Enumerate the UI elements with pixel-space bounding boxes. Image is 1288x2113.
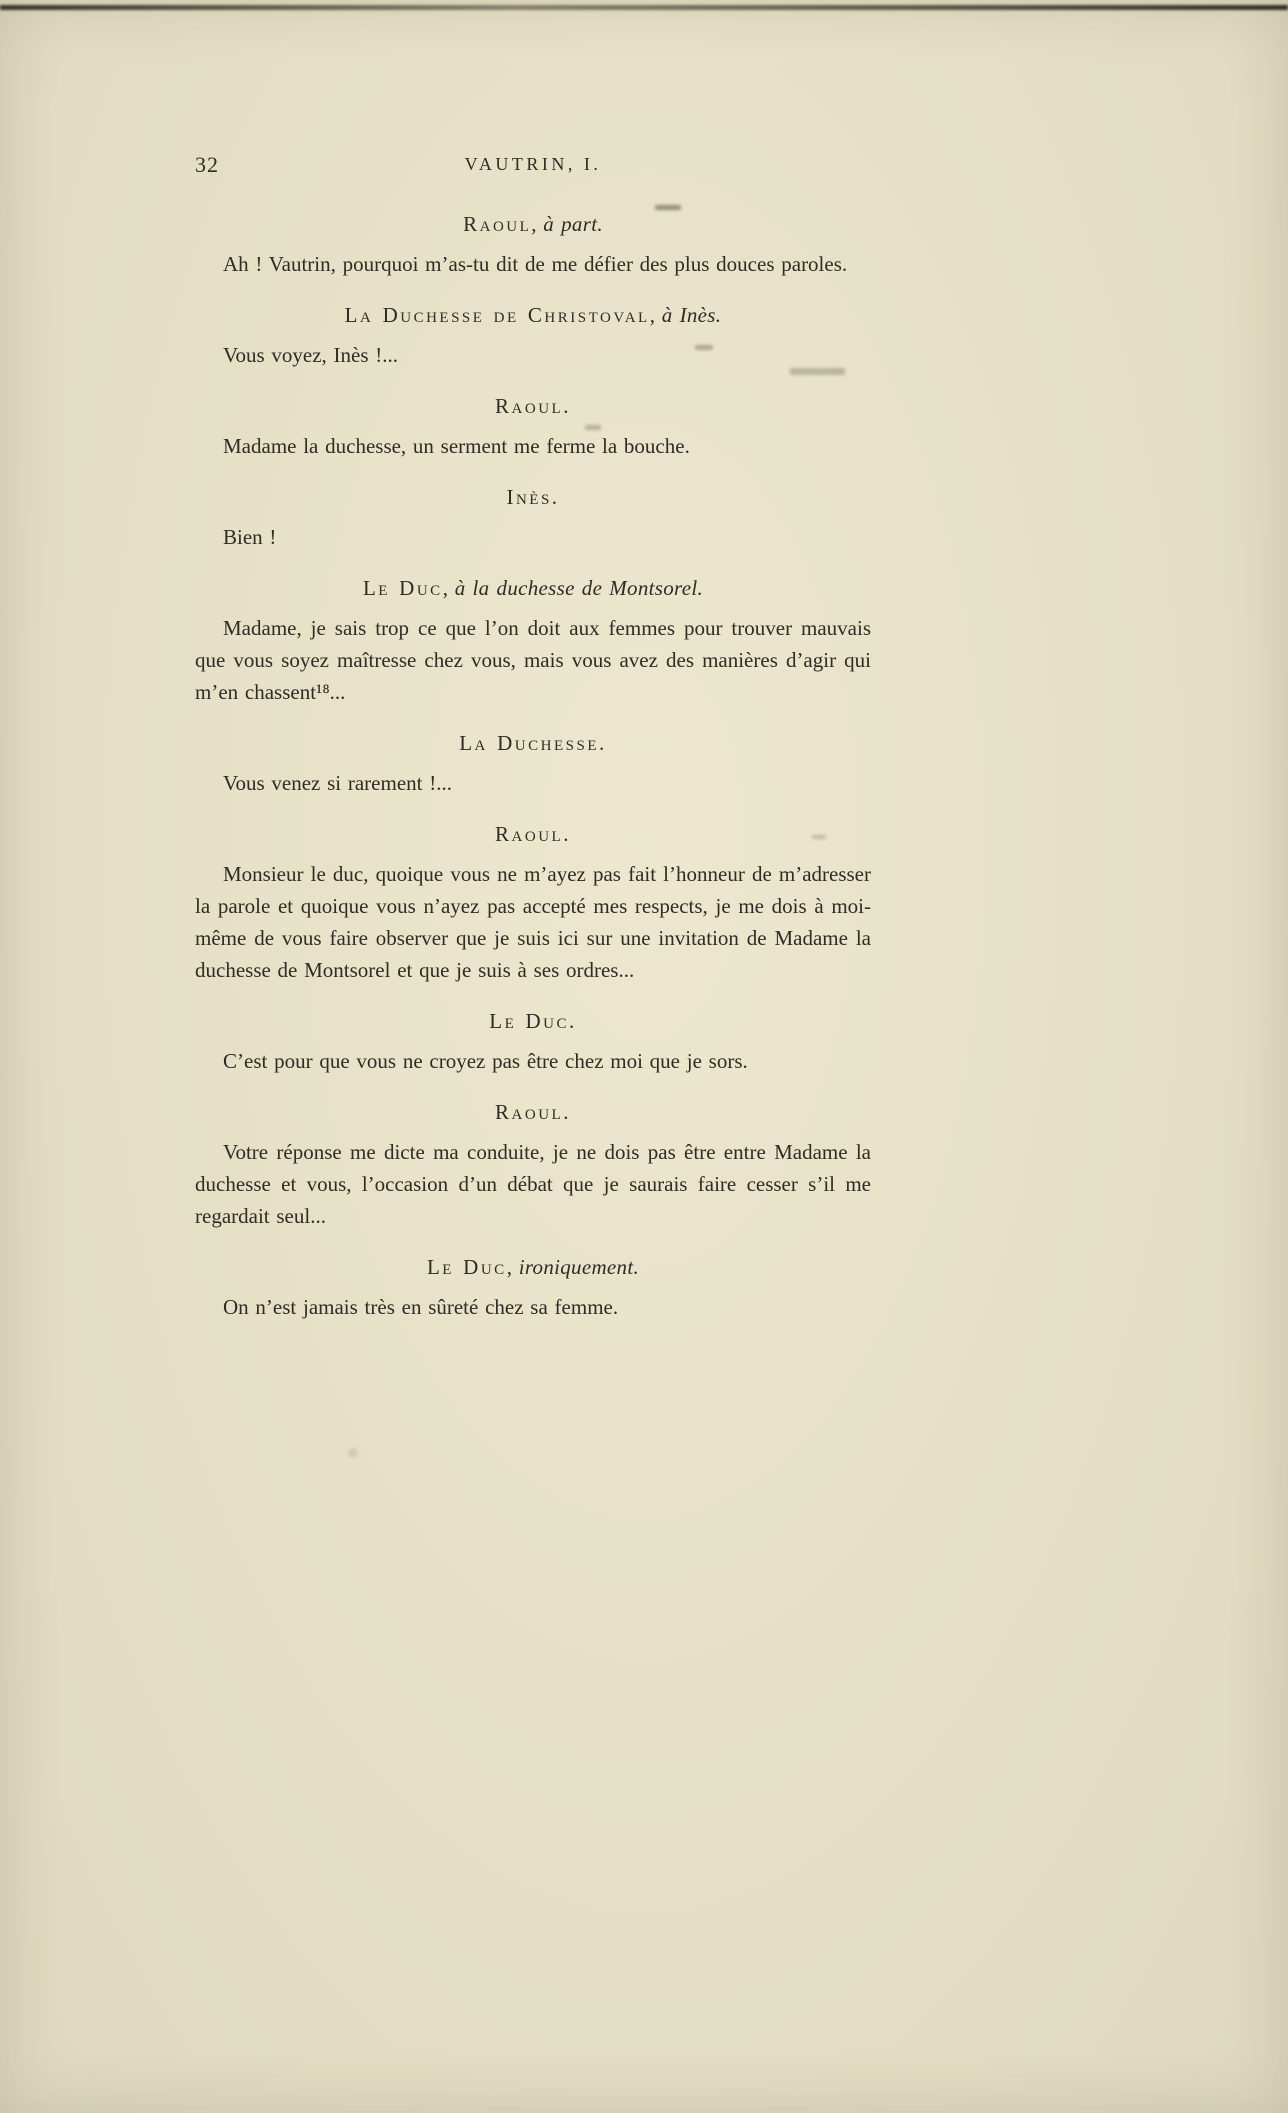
speaker-heading: La Duchesse de Christoval, à Inès. xyxy=(344,303,722,327)
scan-artifact xyxy=(790,368,845,375)
speaker-name: La Duchesse. xyxy=(459,731,607,755)
stage-direction: à la duchesse de Montsorel. xyxy=(454,576,704,600)
scan-artifact xyxy=(812,835,826,839)
stage-direction: ironiquement. xyxy=(518,1255,640,1279)
dialogue-paragraph: On n’est jamais très en sûreté chez sa femme. xyxy=(223,1295,619,1319)
page-number: 32 xyxy=(195,152,219,177)
dialogue-paragraph: Madame la duchesse, un serment me ferme la bouche. xyxy=(223,434,690,458)
speaker-name: Le Duc xyxy=(362,576,443,600)
speaker-heading: Raoul, à part. xyxy=(463,212,603,236)
scan-edge-artifact xyxy=(0,5,1288,10)
speaker-name: Le Duc xyxy=(426,1255,507,1279)
speaker-heading xyxy=(195,1096,871,1128)
speaker-name: Inès. xyxy=(506,485,560,509)
scan-artifact xyxy=(695,345,713,350)
speaker-name: Raoul. xyxy=(495,1100,571,1124)
scan-artifact xyxy=(585,425,601,430)
dialogue-paragraph: Monsieur le duc, quoique vous ne m’ayez pas fait l’honneur de m’adresser la parole et quoique vous n’ayez pas accepté mes respects, je me dois à moi-même de vous faire observer que je suis ici sur une invitation de Madame la duchesse de Montsorel et que je suis à ses ordres... xyxy=(195,862,871,982)
speaker-heading xyxy=(195,818,871,850)
dialogue-paragraph: Ah ! Vautrin, pourquoi m’as-tu dit de me défier des plus douces paroles. xyxy=(223,252,848,276)
dialogue-paragraph: Votre réponse me dicte ma conduite, je ne dois pas être entre Madame la duchesse et vous, l’occasion d’un débat que je saurais faire cesser s’il me regardait seul... xyxy=(195,1140,871,1228)
speaker-heading xyxy=(195,390,871,422)
speaker-name: Le Duc. xyxy=(489,1009,577,1033)
scan-artifact xyxy=(655,205,681,210)
dialogue-paragraph: Vous voyez, Inès !... xyxy=(223,343,399,367)
dialogue-paragraph: Vous venez si rarement !... xyxy=(223,771,452,795)
speaker-heading: Le Duc, à la duchesse de Montsorel. xyxy=(362,576,704,600)
scan-artifact xyxy=(348,1448,358,1458)
speaker-name: Raoul xyxy=(463,212,532,236)
speaker-name: Raoul. xyxy=(495,822,571,846)
dialogue-paragraph: Bien ! xyxy=(223,525,277,549)
dialogue-paragraph: Madame, je sais trop ce que l’on doit aux femmes pour trouver mauvais que vous soyez maîtresse chez vous, mais vous avez des manières d’agir qui m’en chassent¹⁸... xyxy=(195,616,871,704)
stage-direction: à part. xyxy=(543,212,603,236)
dialogue-paragraph: C’est pour que vous ne croyez pas être chez moi que je sors. xyxy=(223,1049,748,1073)
speaker-heading xyxy=(195,1005,871,1037)
stage-direction: à Inès. xyxy=(661,303,722,327)
speaker-heading: Le Duc, ironiquement. xyxy=(426,1255,640,1279)
speaker-heading xyxy=(195,481,871,513)
speaker-name: La Duchesse de Christoval xyxy=(344,303,650,327)
page-content xyxy=(195,208,871,1323)
speaker-name: Raoul. xyxy=(495,394,571,418)
text-block xyxy=(195,152,871,1323)
running-title: VAUTRIN, I. xyxy=(464,154,602,174)
speaker-heading xyxy=(195,727,871,759)
page-header xyxy=(195,152,871,182)
